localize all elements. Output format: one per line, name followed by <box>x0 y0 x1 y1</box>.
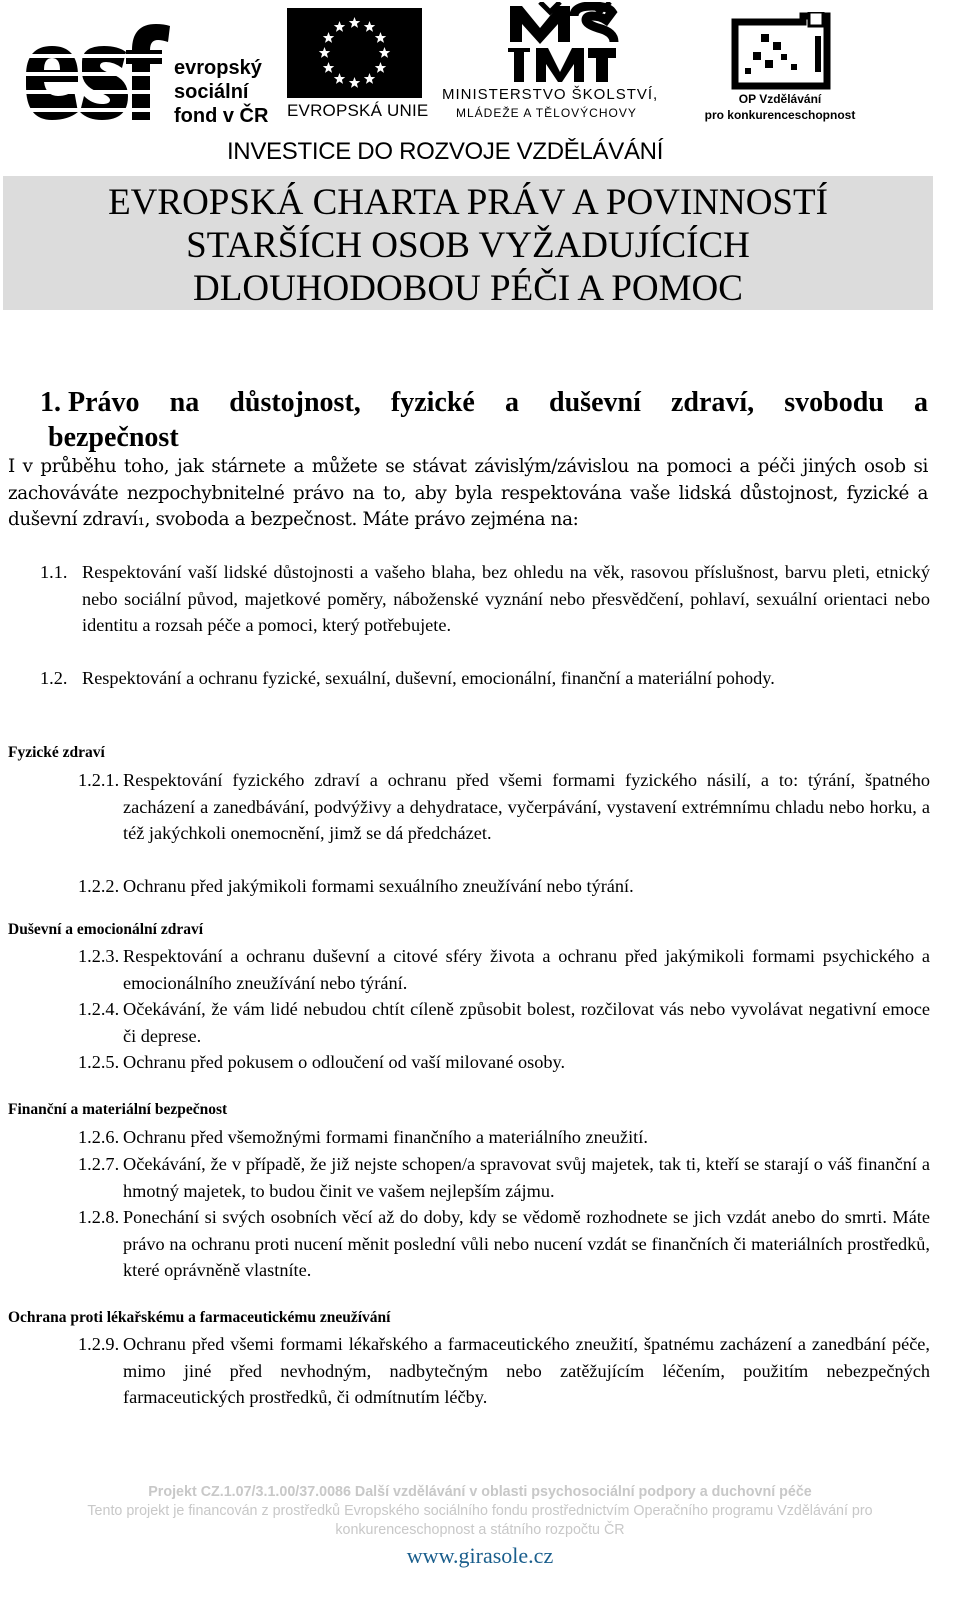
esf-line3: fond v ČR <box>174 105 269 127</box>
item-text: Očekávání, že v případě, že již nejste schopen/a spravovat svůj majetek, tak ti, kteří se starají o váš finanční a hmotný majetek, to budou činit ve vašem nejlepším zájmu. <box>123 1154 930 1201</box>
document-title <box>3 176 933 310</box>
eu-logo <box>287 8 429 123</box>
heading-word: zdraví, <box>670 387 755 418</box>
op-line1: OP Vzdělávání <box>738 92 822 106</box>
list-item <box>78 943 930 996</box>
item-number: 1.2.6. <box>78 1127 120 1147</box>
heading-word: svobodu <box>784 387 884 418</box>
item-number: 1.2.7. <box>78 1154 120 1174</box>
subsection-heading: Fyzické zdraví <box>8 744 105 761</box>
msmt-line1: MINISTERSTVO ŠKOLSTVÍ, <box>442 86 659 103</box>
footer-project: Projekt CZ.1.07/3.1.00/37.0086 Další vzdělávání v oblasti psychosociální podpory a duchovní péče <box>148 1484 812 1500</box>
item-number: 1.1. <box>40 562 68 582</box>
esf-mark-icon <box>22 16 172 124</box>
msmt-mark-icon <box>500 2 620 84</box>
heading-word: a <box>913 387 928 418</box>
msmt-logo <box>440 2 690 122</box>
title-line2: STARŠÍCH OSOB VYŽADUJÍCÍCH <box>186 225 750 266</box>
item-text: Ochranu před jakýmikoli formami sexuálního zneužívání nebo týrání. <box>123 876 634 896</box>
list-item <box>40 559 930 639</box>
item-number: 1.2.1. <box>78 770 120 790</box>
heading-word: 1. Právo <box>40 387 140 418</box>
title-line3: DLOUHODOBOU PÉČI A POMOC <box>193 268 743 309</box>
section-heading-line2: bezpečnost <box>48 422 179 453</box>
item-text: Respektování a ochranu fyzické, sexuální, duševní, emocionální, finanční a materiální pohody. <box>82 668 775 688</box>
website-link[interactable]: www.girasole.cz <box>406 1543 554 1568</box>
op-mark-icon <box>731 12 831 90</box>
item-number: 1.2.4. <box>78 999 120 1019</box>
heading-word: na <box>169 387 200 418</box>
item-text: Ponechání si svých osobních věcí až do doby, kdy se vědomě rozhodnete se jich vzdát anebo do smrti. Máte právo na ochranu proti nucení měnit poslední vůli nebo nucení vzdát se finančních či materiálních prostředků, které oprávněně vlastníte. <box>123 1207 930 1280</box>
item-text: Respektování a ochranu duševní a citové sféry života a ochranu před jakýmikoli formami psychického a emocionálního zneužívání nebo týrání. <box>123 946 930 993</box>
list-item <box>78 996 930 1049</box>
eu-flag-icon <box>287 8 422 98</box>
item-number: 1.2.5. <box>78 1052 120 1072</box>
eu-label: EVROPSKÁ UNIE <box>287 101 429 120</box>
item-number: 1.2. <box>40 668 68 688</box>
list-item <box>78 1151 930 1204</box>
list-item <box>78 1204 930 1284</box>
op-logo <box>695 2 865 127</box>
heading-word: fyzické <box>390 387 475 418</box>
list-item <box>40 665 930 692</box>
subsection-heading: Ochrana proti lékařskému a farmaceutickému zneužívání <box>8 1309 391 1326</box>
item-text: Očekávání, že vám lidé nebudou chtít cíleně způsobit bolest, rozčilovat vás nebo vyvolávat negativní emoce či deprese. <box>123 999 930 1046</box>
item-text: Respektování fyzického zdraví a ochranu před všemi formami fyzického násilí, a to: týrání, špatného zacházení a zanedbávání, podvýživy a dehydratace, vyčerpávání, vystavení extrémnímu chladu nebo horku, a též jakýchkoli onemocnění, jimž se dá předcházet. <box>123 770 930 843</box>
subsection-heading: Duševní a emocionální zdraví <box>8 921 204 938</box>
list-item <box>78 1124 930 1151</box>
heading-word: a <box>504 387 519 418</box>
item-number: 1.2.8. <box>78 1207 120 1227</box>
tagline: INVESTICE DO ROZVOJE VZDĚLÁVÁNÍ <box>226 138 664 165</box>
section-heading-line1 <box>8 385 928 420</box>
esf-line2: sociální <box>174 81 249 103</box>
heading-word: důstojnost, <box>229 387 361 418</box>
item-text: Respektování vaší lidské důstojnosti a vašeho blaha, bez ohledu na věk, rasovou příslušnost, barvu pleti, etnický nebo sociální původ, majetkové poměry, náboženské vyznání nebo přesvědčení, pohlaví, sexuální orientaci nebo identitu a rozsah péče a pomoci, který potřebujete. <box>82 562 930 635</box>
esf-line1: evropský <box>174 57 262 79</box>
footer-funding-cont: konkurenceschopnost a státního rozpočtu ČR <box>335 1522 625 1538</box>
list-item <box>78 767 930 847</box>
item-text: Ochranu před všemi formami lékařského a farmaceutického zneužití, špatnému zacházení a zanedbání péče, mimo jiné před nevhodným, nadbytečným nebo zatěžujícím léčením, použitím nebezpečných farmaceutických prostředků, či odmítnutím léčby. <box>123 1334 930 1407</box>
esf-logo <box>22 16 272 127</box>
item-text: Ochranu před pokusem o odloučení od vaší milované osoby. <box>123 1052 566 1072</box>
intro-paragraph: I v průběhu toho, jak stárnete a můžete se stávat závislým/závislou na pomoci a péči jiných osob si zachováváte nezpochybnitelné právo na to, aby byla respektována vaše lidská důstojnost, fyzické a duševní zdraví₁, svoboda a bezpečnost. Máte právo zejména na: <box>8 456 928 530</box>
list-item <box>78 873 930 900</box>
list-item <box>78 1331 930 1411</box>
op-line2: pro konkurenceschopnost <box>704 108 856 122</box>
item-number: 1.2.9. <box>78 1334 120 1354</box>
list-item <box>78 1049 930 1076</box>
heading-word: duševní <box>549 387 641 418</box>
item-text: Ochranu před všemožnými formami finančního a materiálního zneužití. <box>123 1127 648 1147</box>
title-line1: EVROPSKÁ CHARTA PRÁV A POVINNOSTÍ <box>108 182 828 223</box>
item-number: 1.2.3. <box>78 946 120 966</box>
subsection-heading: Finanční a materiální bezpečnost <box>8 1101 228 1118</box>
page-footer <box>0 1483 960 1568</box>
footer-funding: Tento projekt je financován z prostředků Evropského sociálního fondu prostřednictvím Operačního programu Vzdělávání pro <box>87 1503 873 1519</box>
item-number: 1.2.2. <box>78 876 120 896</box>
logo-strip <box>0 0 960 175</box>
msmt-line2: MLÁDEŽE A TĚLOVÝCHOVY <box>456 106 637 120</box>
section-heading <box>8 385 928 455</box>
esf-wordmark <box>174 56 268 128</box>
